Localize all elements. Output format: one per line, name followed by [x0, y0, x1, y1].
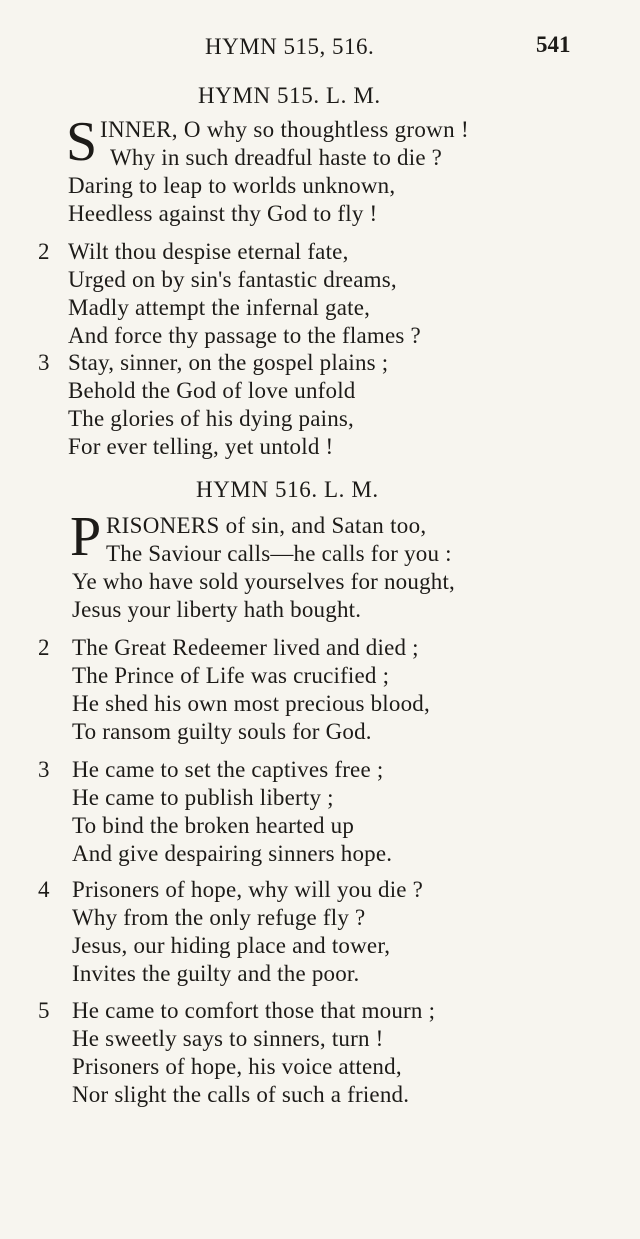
- stanza-number: 3: [38, 757, 50, 782]
- verse-line: He sweetly says to sinners, turn !: [72, 1026, 384, 1051]
- verse-line: He came to comfort those that mourn ;: [72, 998, 436, 1023]
- verse-line: INNER, O why so thoughtless grown !: [100, 117, 469, 142]
- verse-line: Behold the God of love unfold: [68, 378, 356, 403]
- verse-line: Heedless against thy God to fly !: [68, 201, 378, 226]
- verse-line: And force thy passage to the flames ?: [68, 323, 421, 348]
- verse-line: To ransom guilty souls for God.: [72, 719, 372, 744]
- verse-line: The Great Redeemer lived and died ;: [72, 635, 419, 660]
- verse-line: Madly attempt the infernal gate,: [68, 295, 371, 320]
- verse-line: Stay, sinner, on the gospel plains ;: [68, 350, 389, 375]
- verse-line: RISONERS of sin, and Satan too,: [106, 513, 427, 538]
- verse-line: For ever telling, yet untold !: [68, 434, 334, 459]
- page-number: 541: [536, 32, 571, 57]
- verse-line: Ye who have sold yourselves for nought,: [72, 569, 456, 594]
- stanza-number: 2: [38, 239, 50, 264]
- verse-line: Jesus your liberty hath bought.: [72, 597, 362, 622]
- hymn-516-title: HYMN 516. L. M.: [196, 477, 379, 502]
- verse-line: Why from the only refuge fly ?: [72, 905, 366, 930]
- verse-line: Prisoners of hope, why will you die ?: [72, 877, 424, 902]
- verse-line: He came to set the captives free ;: [72, 757, 384, 782]
- stanza-number: 4: [38, 877, 50, 902]
- verse-line: He came to publish liberty ;: [72, 785, 334, 810]
- stanza-number: 5: [38, 998, 50, 1023]
- verse-line: The Prince of Life was crucified ;: [72, 663, 390, 688]
- verse-line: Wilt thou despise eternal fate,: [68, 239, 349, 264]
- verse-line: Invites the guilty and the poor.: [72, 961, 360, 986]
- verse-line: Why in such dreadful haste to die ?: [110, 145, 443, 170]
- verse-line: Urged on by sin's fantastic dreams,: [68, 267, 397, 292]
- stanza-number: 2: [38, 635, 50, 660]
- verse-line: Nor slight the calls of such a friend.: [72, 1082, 410, 1107]
- verse-line: To bind the broken hearted up: [72, 813, 355, 838]
- dropcap: P: [70, 506, 102, 568]
- verse-line: Daring to leap to worlds unknown,: [68, 173, 396, 198]
- verse-line: He shed his own most precious blood,: [72, 691, 430, 716]
- verse-line: And give despairing sinners hope.: [72, 841, 393, 866]
- dropcap: S: [66, 111, 98, 173]
- verse-line: The Saviour calls—he calls for you :: [106, 541, 452, 566]
- verse-line: The glories of his dying pains,: [68, 406, 354, 431]
- stanza-number: 3: [38, 350, 50, 375]
- running-head: HYMN 515, 516.: [205, 34, 375, 59]
- verse-line: Jesus, our hiding place and tower,: [72, 933, 391, 958]
- verse-line: Prisoners of hope, his voice attend,: [72, 1054, 402, 1079]
- hymn-515-title: HYMN 515. L. M.: [198, 83, 381, 108]
